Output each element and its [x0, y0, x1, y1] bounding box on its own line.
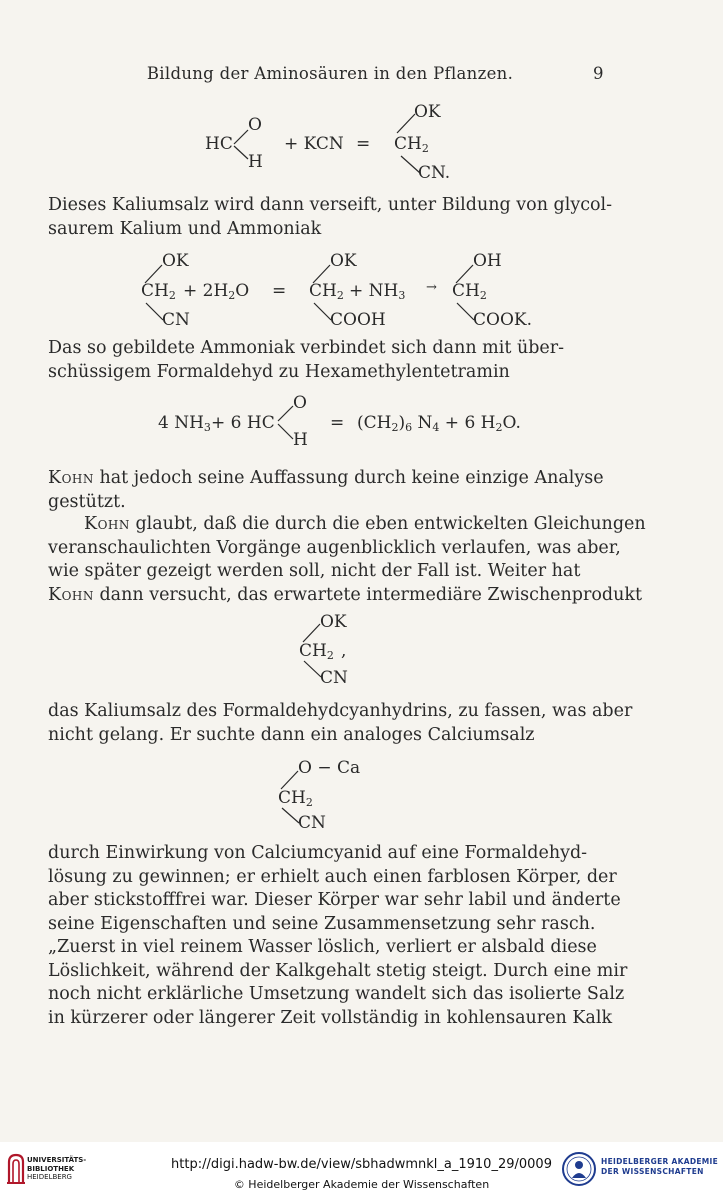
formula-text: O [248, 115, 262, 135]
formula-text: = [330, 413, 345, 433]
text-line: seine Eigenschaften und seine Zusammensetzung sehr rasch. [48, 913, 596, 934]
formula-text: CN [162, 310, 190, 330]
text-line: nicht gelang. Er suchte dann ein analoges Calciumsalz [48, 724, 535, 745]
reaction-arrow: → [426, 280, 437, 295]
formula-text: = [356, 134, 371, 154]
page-number: 9 [593, 64, 604, 83]
formula-text: OK [162, 251, 189, 271]
formula-text: COOK. [473, 310, 532, 330]
formula-text: CN. [418, 163, 451, 183]
copyright-notice: © Heidelberger Akademie der Wissenschaften [233, 1178, 490, 1191]
formula-text: $CH_2$ [278, 788, 313, 809]
formula-text: 4 $NH_3$ [158, 413, 211, 434]
formula-text: + KCN [284, 134, 344, 154]
author-name: Kohn [48, 468, 94, 488]
formula-text: HC [205, 134, 233, 154]
text-line: noch nicht erklärliche Umsetzung wandelt sich das isolierte Salz [48, 984, 625, 1004]
permalink[interactable]: http://digi.hadw-bw.de/view/sbhadwmnkl_a_1910_29/0009 [171, 1157, 552, 1172]
university-library-name: UNIVERSITÄTS- BIBLIOTHEK HEIDELBERG [27, 1156, 87, 1181]
text-line: veranschaulichten Vorgänge augenblicklich verlaufen, was aber, [48, 537, 621, 558]
paragraph [48, 842, 628, 1030]
running-title: Bildung der Aminosäuren in den Pflanzen. [146, 64, 514, 83]
text-line: Dieses Kaliumsalz wird dann verseift, unter Bildung von glycol- [48, 195, 613, 215]
formula-text: + $2H_2O$ [183, 281, 250, 302]
text-line: lösung zu gewinnen; er erhielt auch einen farblosen Körper, der [48, 866, 617, 887]
formula-text: OH [473, 251, 502, 271]
text-line: saurem Kalium und Ammoniak [48, 218, 322, 239]
author-name: Kohn [84, 514, 130, 534]
text-line: wie später gezeigt werden soll, nicht der Fall ist. Weiter hat [48, 561, 581, 581]
formula-text: $CH_2$ [141, 281, 176, 302]
formula-text: $CH_2$ [299, 641, 334, 662]
academy-name: HEIDELBERGER AKADEMIE DER WISSENSCHAFTEN [601, 1157, 719, 1176]
formula-text: = [272, 281, 287, 301]
formula-text: OK [320, 612, 347, 632]
text-line: in kürzerer oder längerer Zeit vollständig in kohlensauren Kalk [48, 1007, 613, 1028]
formula-text: OK [414, 102, 441, 122]
formula-text: O [293, 393, 307, 413]
text-line: schüssigem Formaldehyd zu Hexamethylentetramin [48, 361, 510, 382]
formula-text: , [341, 641, 347, 661]
formula-text: $CH_2$ [309, 281, 344, 302]
formula-text: $(CH_2)_6$ $N_4 + 6$ $H_2O$. [357, 413, 521, 434]
formula-text: H [293, 430, 308, 450]
formula-text: CN [320, 668, 348, 688]
text-line: das Kaliumsalz des Formaldehydcyanhydrins, zu fassen, was aber [48, 701, 633, 721]
formula-text: OK [330, 251, 357, 271]
text-line: Löslichkeit, während der Kalkgehalt stetig steigt. Durch eine mir [48, 960, 628, 981]
text-line: durch Einwirkung von Calciumcyanid auf eine Formaldehyd- [48, 843, 588, 863]
text-line: „Zuerst in viel reinem Wasser löslich, verliert er alsbald diese [48, 937, 597, 957]
formula-text: $CH_2$ [452, 281, 487, 302]
text-line: Das so gebildete Ammoniak verbindet sich dann mit über- [48, 338, 565, 358]
bond-line [281, 771, 298, 789]
formula-text: $CH_2$ [394, 134, 429, 155]
formula-text: + 6 HC [211, 413, 275, 433]
academy-seal-icon [561, 1151, 597, 1187]
formula-text: CN [298, 813, 326, 833]
formula-text: O − Ca [298, 758, 361, 778]
formula-text: COOH [330, 310, 386, 330]
formula-text: H [248, 152, 263, 172]
text-line: Kohn glaubt, daß die durch die eben entwickelten Gleichungen [84, 514, 646, 534]
text-line: aber stickstofffrei war. Dieser Körper war sehr labil und änderte [48, 890, 621, 910]
viewer-footer [0, 1142, 723, 1195]
formula-text: + $NH_3$ [349, 281, 406, 302]
bond-line [282, 808, 299, 823]
text-line: Kohn hat jedoch seine Auffassung durch keine einzige Analyse [48, 468, 604, 488]
author-name: Kohn [48, 584, 94, 605]
text-line: gestützt. [48, 491, 126, 512]
text-line: Kohn dann versucht, das erwartete intermediäre Zwischenprodukt [48, 584, 643, 605]
